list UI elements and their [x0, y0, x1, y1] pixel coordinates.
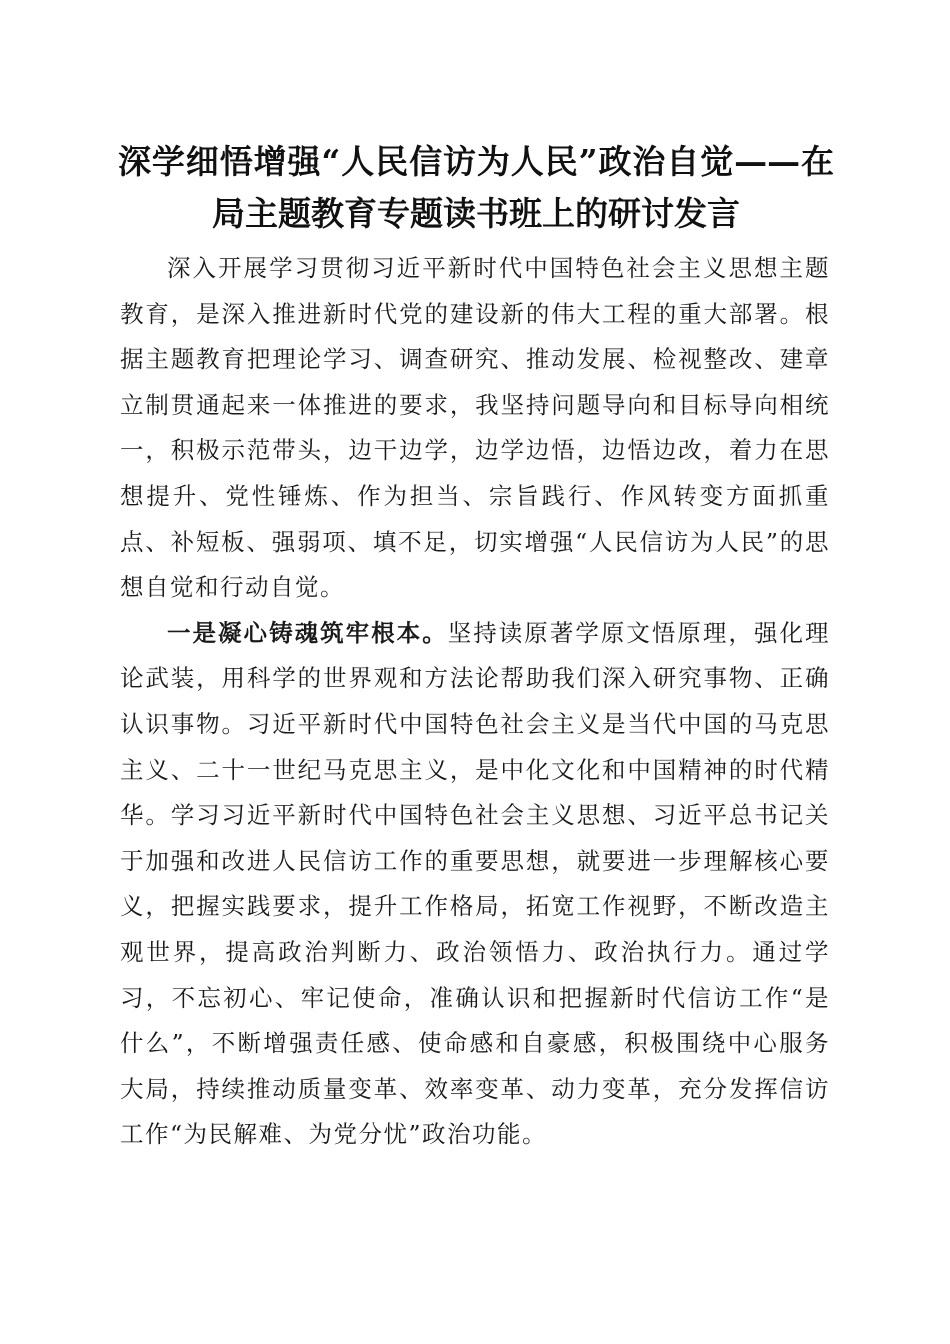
paragraph-lead: 一是凝心铸魂筑牢根本。 [167, 618, 448, 647]
paragraph-point-one [120, 611, 830, 1158]
paragraph-intro [120, 246, 830, 611]
paragraph-text: 深入开展学习贯彻习近平新时代中国特色社会主义思想主题教育，是深入推进新时代党的建设新的伟大工程的重大部署。根据主题教育把理论学习、调查研究、推动发展、检视整改、建章立制贯通起来一体推进的要求，我坚持问题导向和目标导向相统一，积极示范带头，边干边学，边学边悟，边悟边改，着力在思想提升、党性锤炼、作为担当、宗旨践行、作风转变方面抓重点、补短板、强弱项、填不足，切实增强“人民信访为人民”的思想自觉和行动自觉。 [120, 254, 830, 602]
document-body [120, 246, 830, 1158]
document-title: 深学细悟增强“人民信访为人民”政治自觉——在局主题教育专题读书班上的研讨发言 [118, 142, 834, 233]
paragraph-text: 坚持读原著学原文悟原理，强化理论武装，用科学的世界观和方法论帮助我们深入研究事物、正确认识事物。习近平新时代中国特色社会主义是当代中国的马克思主义、二十一世纪马克思主义，是中化文化和中国精神的时代精华。学习习近平新时代中国特色社会主义思想、习近平总书记关于加强和改进人民信访工作的重要思想，就要进一步理解核心要义，把握实践要求，提升工作格局，拓宽工作视野，不断改造主观世界，提高政治判断力、政治领悟力、政治执行力。通过学习，不忘初心、牢记使命，准确认识和把握新时代信访工作“是什么”，不断增强责任感、使命感和自豪感，积极围绕中心服务大局，持续推动质量变革、效率变革、动力变革，充分发挥信访工作“为民解难、为党分忧”政治功能。 [120, 618, 831, 1149]
